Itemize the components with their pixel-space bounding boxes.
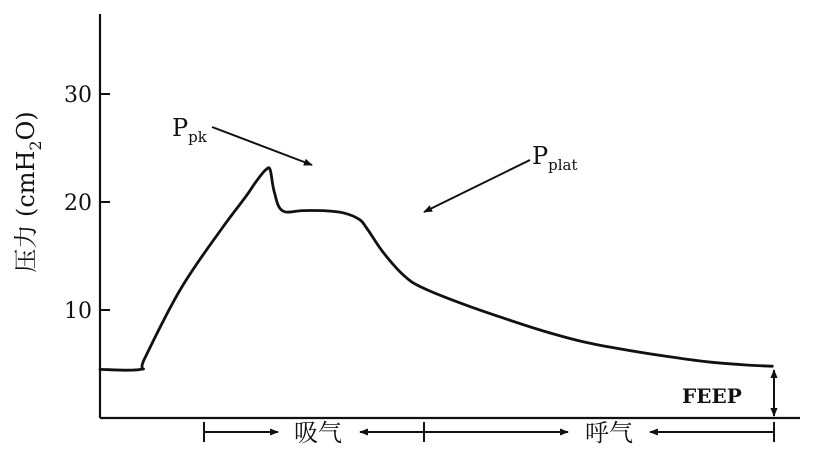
y-tick-label-30: 30 — [64, 83, 92, 108]
pplat-arrow — [424, 160, 530, 212]
ppk-label: $P_{pk}$ — [172, 114, 207, 146]
feep-label: FEEP — [682, 384, 742, 408]
phase-bracket — [204, 419, 774, 447]
y-ticks — [64, 83, 110, 324]
y-tick-label-20: 20 — [64, 191, 92, 216]
inspiration-label: 吸气 — [294, 419, 342, 447]
ppk-arrow — [212, 127, 312, 165]
pressure-curve — [100, 168, 772, 371]
y-tick-label-10: 10 — [64, 299, 92, 324]
expiration-label: 呼气 — [585, 419, 633, 447]
pplat-label: $P_{plat}$ — [532, 142, 578, 174]
y-axis-label-subscript: 2 — [26, 140, 45, 151]
y-axis-label: 压力 (cmH$_2$O) — [12, 111, 45, 273]
